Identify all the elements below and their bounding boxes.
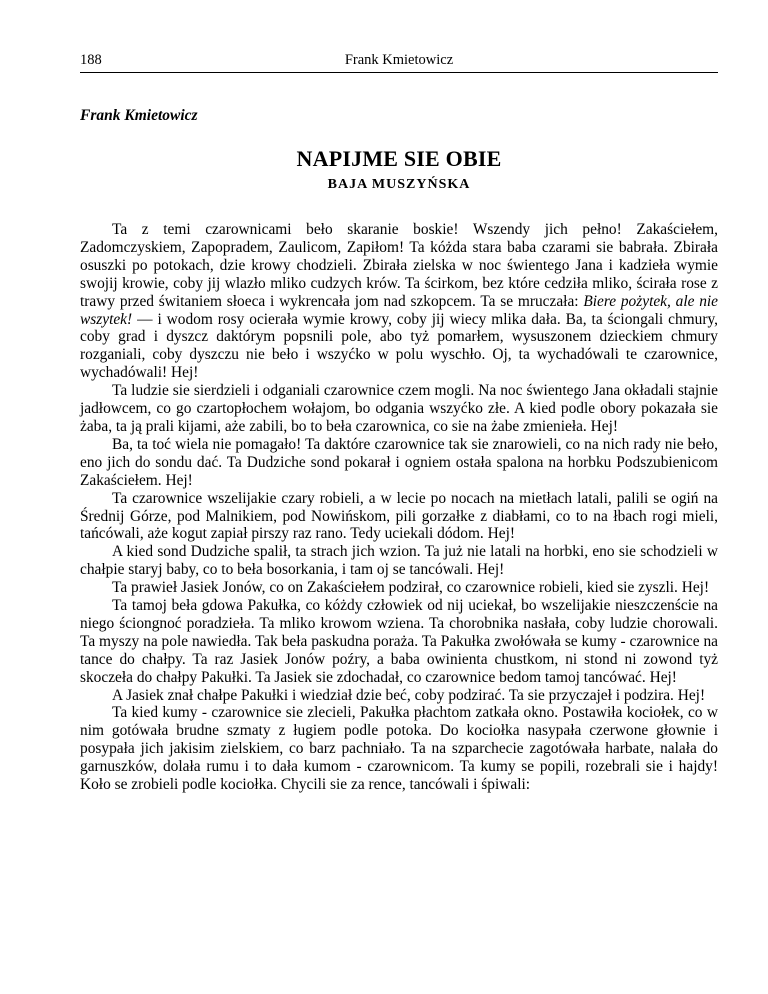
header-rule	[80, 72, 718, 73]
paragraph: Ta prawieł Jasiek Jonów, co on Zakaściełem podzirał, co czarownice robieli, kied sie zyszli. Hej!	[112, 579, 710, 597]
story-subtitle: BAJA MUSZYŃSKA	[327, 177, 471, 192]
paragraph: Ta kied kumy - czarownice sie zlecieli, Pakułka płachtom zatkała okno. Postawiła kociołek, co w nim gotówała brudne szmaty z ługiem podle potoka. Do kociołka nasypała czerwone głownie i posypała jich jakisim zielskiem, co barz pachniało. Ta na szparchecie zagotówała harbate, nalała do garnuszków, dolała rumu i to dała kumom - czarownicom. Ta kumy se popili, rozebrali sie i hajdy! Koło se zrobieli podle kociołka. Chycili sie za rence, tancówali i śpiwali:	[80, 704, 718, 794]
paragraph: Ta z temi czarownicami beło skaranie boskie! Wszendy jich pełno! Zakaściełem, Zadomczyskiem, Zapopradem, Zaulicom, Zapiłom! Ta kóżda stara baba czarami sie babrała. Zbirała osuszki po potokach, dzie krowy chodzieli. Zbirała zielska w noc świentego Jana i kadzieła wymie swojij krowie, coby jij wlazło mliko cudzych krów. Ta ścirkom, bez które cedziła mliko, ścirała rose z trawy przed świtaniem słoeca i wykrencała jom nad szkopcem. Ta se mruczała: Biere pożytek, ale nie wszytek! — i wodom rosy ocierała wymie krowy, coby jij wiecy mlika dała. Ba, ta ściongali chmury, coby grad i dyszcz daktórym popsnili pole, abo tyż pomarłem, wysuszonem dzieckiem chmury rozganiali, coby dyszczu nie beło i wszyćko w polu wyschło. Oj, ta wychadówali te czarownice, wychadówali! Hej!	[80, 221, 719, 382]
story-title: NAPIJME SIE OBIE	[296, 146, 502, 171]
paragraph: Ta czarownice wszelijakie czary robieli, a w lecie po nocach na mietłach latali, palili se ogiń na Średnij Górze, pod Malnikiem, pod Nowińskom, pili gorzałke z diabłami, co to na łbach rogi mieli, tańcówali, aże kogut zapiał pirszy raz rano. Tedy uciekali dódom. Hej!	[80, 489, 718, 543]
running-title: Frank Kmietowicz	[344, 52, 454, 68]
page-header	[80, 0, 718, 70]
paragraph: Ba, ta toć wiela nie pomagało! Ta daktóre czarownice tak sie znarowieli, co na nich rady nie beło, eno jich do sondu dać. Ta Dudziche sond pokarał i ogniem ostała spalona na horbku Podszubienicom Zakaściełem. Hej!	[80, 435, 718, 489]
paragraph: Ta ludzie sie sierdzieli i odganiali czarownice czem mogli. Na noc świentego Jana okładali stajnie jadłowcem, co go czartopłochem wołajom, bo odgania wszyćko złe. A kied podle obory pokazała sie żaba, ta ją prali kijami, aże zabili, bo to beła czarownica, co sie na żabe zmienieła. Hej!	[80, 382, 718, 435]
italic-quote: Biere pożytek, ale nie wszytek!	[80, 292, 719, 328]
story-body	[80, 221, 718, 794]
paragraph: Ta tamoj beła gdowa Pakułka, co kóżdy człowiek od nij uciekał, bo wszelijakie nieszczenście na niego ściongnoć poradzieła. Ta mliko krowom wziena. Ta chorobnika nasłała, coby ludzie chorowali. Ta myszy na pole nawiedła. Tak beła paskudna poraża. Ta Pakułka zwołówała se kumy - czarownice na tance do chałpy. Ta raz Jasiek Jonów poźry, a baba owinienta chustkom, ni stond ni zowond tyż skoczeła do chałpy Pakułki. Ta Jasiek sie zdochadał, co czarownice bedom tamoj tancówać. Hej!	[80, 597, 718, 686]
paragraph: A kied sond Dudziche spalił, ta strach jich wzion. Ta już nie latali na horbki, eno sie schodzieli w chałpie staryj baby, co to beła bosorkania, i tam oj se tancówali. Hej!	[80, 543, 718, 579]
paragraph: A Jasiek znał chałpe Pakułki i wiedział dzie beć, coby podzirać. Ta sie przyczajeł i podzira. Hej!	[112, 686, 706, 704]
page-number: 188	[80, 52, 102, 68]
book-page	[80, 0, 719, 794]
author-name: Frank Kmietowicz	[80, 107, 198, 124]
